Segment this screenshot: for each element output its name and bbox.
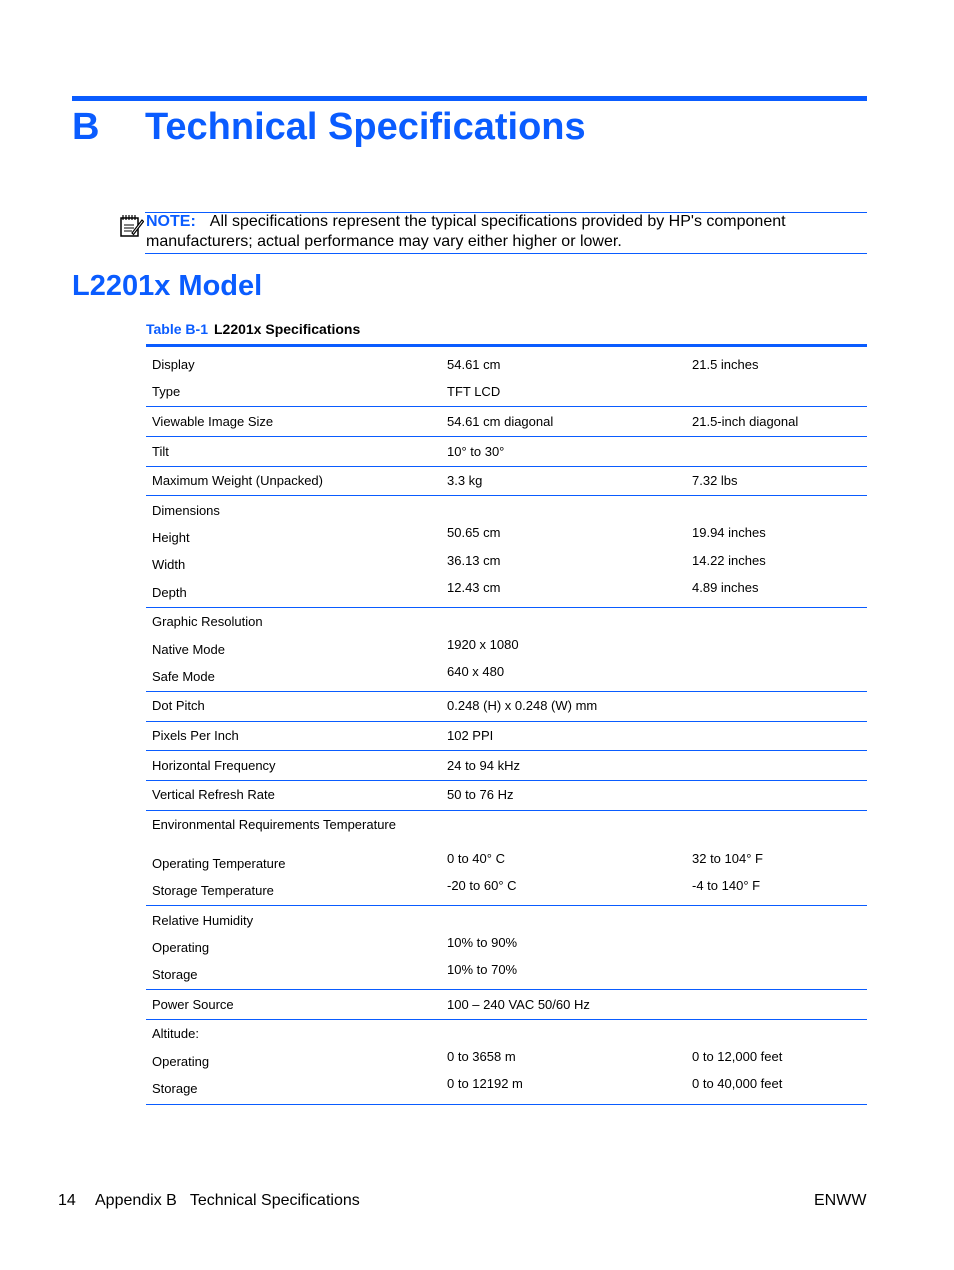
table-row-divider: [146, 810, 867, 811]
note-text: All specifications represent the typical specifications provided by HP's component manufacturers; actual performance may vary either higher or lower.: [146, 213, 786, 250]
table-cell-c1: Tilt: [152, 444, 169, 459]
table-cell-c1: Power Source: [152, 997, 234, 1012]
table-cell-c1: Operating: [152, 940, 210, 955]
chapter-top-rule: [72, 96, 867, 101]
table-row-divider: [146, 905, 867, 906]
table-row-divider: [146, 406, 867, 407]
table-cell-c1: Operating: [152, 1054, 210, 1069]
table-cell-c1: Horizontal Frequency: [152, 758, 276, 773]
section-title: L2201x Model: [72, 270, 263, 302]
table-cell-c3: -4 to 140° F: [692, 878, 761, 893]
table-cell-c1: Storage Temperature: [152, 883, 274, 898]
note-text-block: [146, 212, 866, 252]
footer-doc-id: ENWW: [814, 1192, 867, 1209]
table-cell-c2: -20 to 60° C: [447, 878, 517, 893]
table-cell-c2: 54.61 cm: [447, 357, 501, 372]
table-cell-c1: Pixels Per Inch: [152, 728, 239, 743]
table-row-divider: [146, 1019, 867, 1020]
table-caption-number: Table B-1: [146, 321, 208, 337]
footer-running-title: Appendix B Technical Specifications: [95, 1192, 360, 1209]
table-cell-c1: Depth: [152, 585, 187, 600]
table-cell-c2: 102 PPI: [447, 728, 494, 743]
chapter-letter: B: [72, 106, 100, 148]
table-cell-c2: 36.13 cm: [447, 553, 501, 568]
table-cell-c3: 32 to 104° F: [692, 851, 763, 866]
table-cell-c1: Safe Mode: [152, 669, 215, 684]
table-caption-title: L2201x Specifications: [213, 321, 361, 337]
table-cell-c1: Native Mode: [152, 642, 225, 657]
table-cell-c1: Operating Temperature: [152, 856, 286, 871]
table-cell-c3: 7.32 lbs: [692, 473, 738, 488]
table-cell-c1: Maximum Weight (Unpacked): [152, 473, 323, 488]
table-cell-c1: Dimensions: [152, 503, 220, 518]
table-cell-c2: 0 to 40° C: [447, 851, 505, 866]
table-cell-c2: 24 to 94 kHz: [447, 758, 520, 773]
table-cell-c1: Storage: [152, 1081, 198, 1096]
table-cell-c1: Environmental Requirements Temperature: [152, 817, 396, 832]
table-row-divider: [146, 436, 867, 437]
table-cell-c2: 50.65 cm: [447, 525, 501, 540]
table-cell-c2: 640 x 480: [447, 664, 505, 679]
table-row-divider: [146, 495, 867, 496]
table-cell-c2: 0 to 3658 m: [447, 1049, 516, 1064]
table-cell-c2: 1920 x 1080: [447, 637, 519, 652]
table-row-divider: [146, 607, 867, 608]
table-cell-c1: Width: [152, 557, 186, 572]
table-cell-c2: 100 – 240 VAC 50/60 Hz: [447, 997, 590, 1012]
table-cell-c3: 21.5 inches: [692, 357, 759, 372]
table-cell-c2: 12.43 cm: [447, 580, 501, 595]
table-cell-c3: 19.94 inches: [692, 525, 766, 540]
table-cell-c2: 0 to 12192 m: [447, 1076, 523, 1091]
table-caption: [146, 321, 360, 337]
table-row-divider: [146, 1104, 867, 1105]
chapter-title: Technical Specifications: [145, 106, 586, 148]
table-cell-c2: 10% to 90%: [447, 935, 518, 950]
note-pad-icon: [118, 214, 144, 238]
table-cell-c3: 21.5-inch diagonal: [692, 414, 799, 429]
table-row-divider: [146, 691, 867, 692]
table-cell-c2: 10% to 70%: [447, 962, 518, 977]
table-cell-c1: Display: [152, 357, 195, 372]
table-cell-c1: Graphic Resolution: [152, 614, 263, 629]
table-cell-c1: Storage: [152, 967, 198, 982]
table-cell-c1: Height: [152, 530, 190, 545]
table-cell-c3: 0 to 12,000 feet: [692, 1049, 783, 1064]
table-cell-c2: 0.248 (H) x 0.248 (W) mm: [447, 698, 598, 713]
table-cell-c1: Relative Humidity: [152, 913, 254, 928]
table-cell-c2: 3.3 kg: [447, 473, 483, 488]
table-cell-c1: Altitude:: [152, 1026, 199, 1041]
table-row-divider: [146, 750, 867, 751]
table-cell-c2: 54.61 cm diagonal: [447, 414, 554, 429]
table-cell-c1: Type: [152, 384, 181, 399]
table-cell-c1: Viewable Image Size: [152, 414, 274, 429]
table-row-divider: [146, 721, 867, 722]
table-cell-c3: 4.89 inches: [692, 580, 759, 595]
table-cell-c3: 0 to 40,000 feet: [692, 1076, 783, 1091]
table-row-divider: [146, 466, 867, 467]
note-label: NOTE:: [146, 213, 196, 230]
table-header-rule: [146, 344, 867, 347]
table-cell-c2: 50 to 76 Hz: [447, 787, 514, 802]
table-row-divider: [146, 780, 867, 781]
table-cell-c3: 14.22 inches: [692, 553, 766, 568]
table-cell-c1: Vertical Refresh Rate: [152, 787, 275, 802]
table-cell-c2: TFT LCD: [447, 384, 501, 399]
footer-page-number: 14: [58, 1192, 76, 1209]
table-cell-c2: 10° to 30°: [447, 444, 505, 459]
table-cell-c1: Dot Pitch: [152, 698, 205, 713]
table-row-divider: [146, 989, 867, 990]
